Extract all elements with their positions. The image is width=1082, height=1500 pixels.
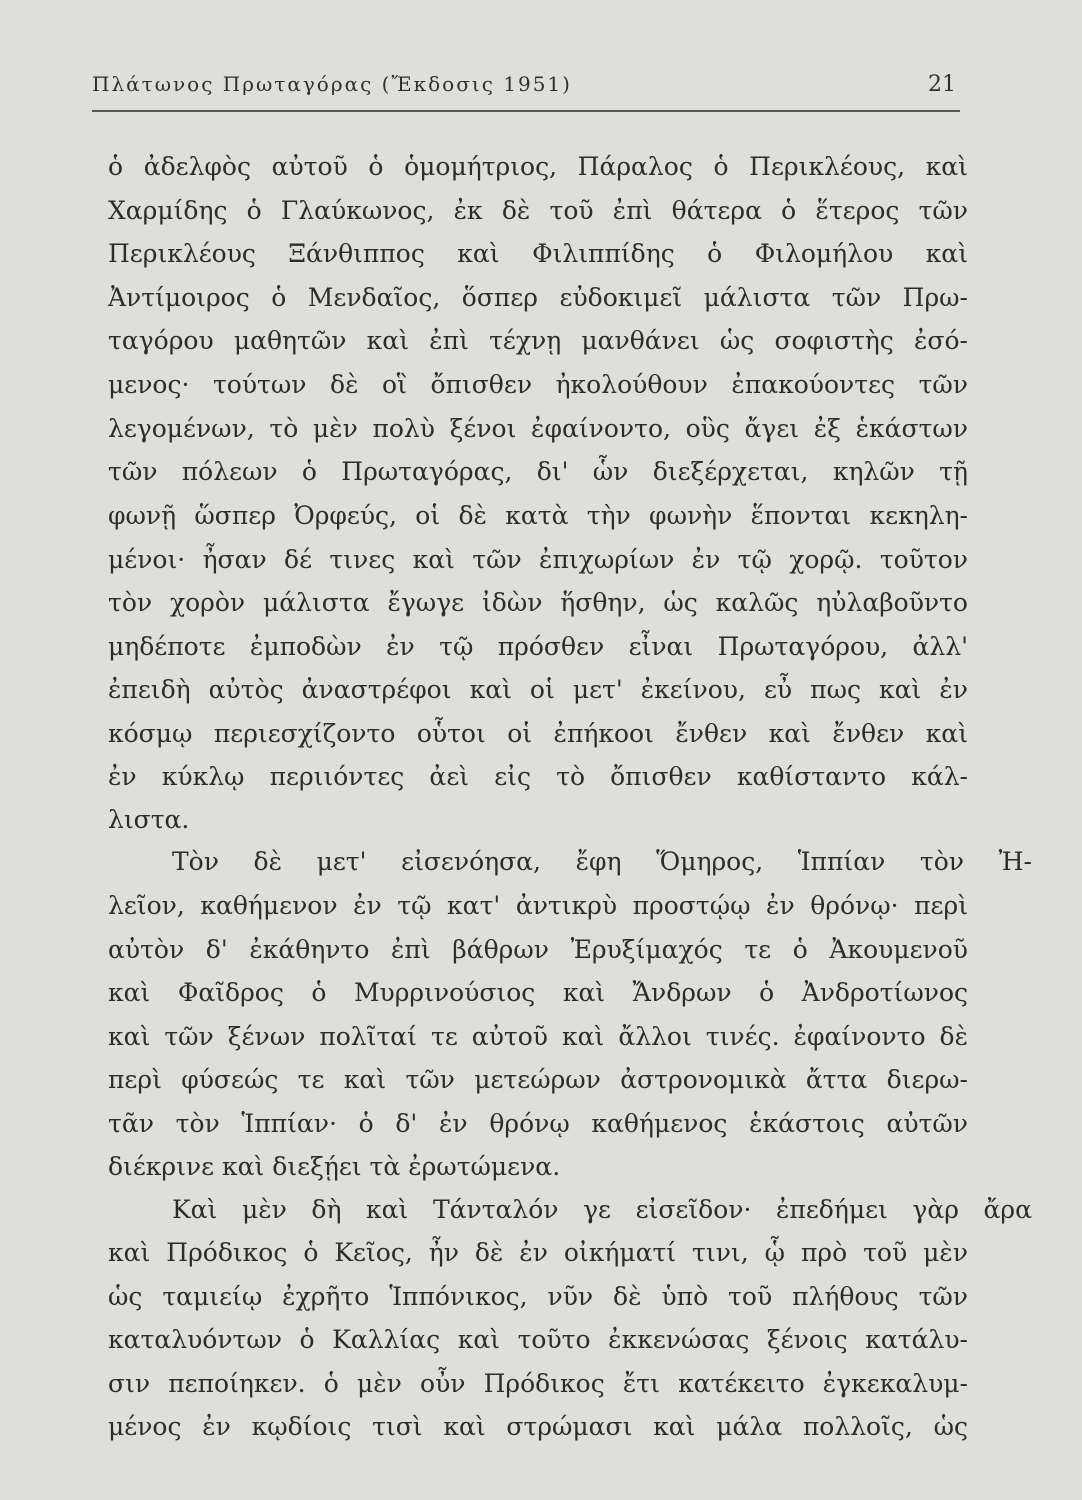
text-line: ὁ ἀδελφὸς αὐτοῦ ὁ ὁμομήτριος, Πάραλος ὁ Περικλέους, καὶ xyxy=(108,152,968,181)
text-line: λεῖον, καθήμενον ἐν τῷ κατ' ἀντικρὺ προστῴῳ ἐν θρόνῳ· περὶ xyxy=(108,891,968,920)
text-line: ταγόρου μαθητῶν καὶ ἐπὶ τέχνῃ μανθάνει ὡς σοφιστὴς ἐσό- xyxy=(108,326,968,355)
text-line: Περικλέους Ξάνθιππος καὶ Φιλιππίδης ὁ Φιλομήλου καὶ xyxy=(108,239,968,268)
text-line: μηδέποτε ἐμποδὼν ἐν τῷ πρόσθεν εἶναι Πρωταγόρου, ἀλλ' xyxy=(108,632,968,661)
text-line: καὶ Πρόδικος ὁ Κεῖος, ἦν δὲ ἐν οἰκήματί τινι, ᾧ πρὸ τοῦ μὲν xyxy=(108,1238,968,1267)
text-line: τῶν πόλεων ὁ Πρωταγόρας, δι' ὧν διεξέρχεται, κηλῶν τῇ xyxy=(108,457,968,486)
text-line: καὶ τῶν ξένων πολῖταί τε αὐτοῦ καὶ ἄλλοι τινές. ἐφαίνοντο δὲ xyxy=(108,1022,968,1051)
text-line: μενος· τούτων δὲ οἳ ὄπισθεν ἠκολούθουν ἐπακούοντες τῶν xyxy=(108,370,968,399)
text-line: λιστα. xyxy=(108,805,190,834)
text-line: λεγομένων, τὸ μὲν πολὺ ξένοι ἐφαίνοντο, οὓς ἄγει ἐξ ἑκάστων xyxy=(108,414,968,443)
text-line: κόσμῳ περιεσχίζοντο οὗτοι οἱ ἐπήκοοι ἔνθεν καὶ ἔνθεν καὶ xyxy=(108,719,968,748)
page-number: 21 xyxy=(928,72,956,97)
paragraph-first-line: Τὸν δὲ μετ' εἰσενόησα, ἔφη Ὅμηρος, Ἱππίαν τὸν Ἠ- xyxy=(172,847,1032,876)
text-line: ἐν κύκλῳ περιιόντες ἀεὶ εἰς τὸ ὄπισθεν καθίσταντο κάλ- xyxy=(108,762,968,791)
text-line: σιν πεποίηκεν. ὁ μὲν οὖν Πρόδικος ἔτι κατέκειτο ἐγκεκαλυμ- xyxy=(108,1369,968,1398)
text-line: τᾶν τὸν Ἱππίαν· ὁ δ' ἐν θρόνῳ καθήμενος ἑκάστοις αὐτῶν xyxy=(108,1109,968,1138)
text-line: φωνῇ ὥσπερ Ὀρφεύς, οἱ δὲ κατὰ τὴν φωνὴν ἕπονται κεκηλη- xyxy=(108,501,968,530)
text-line: ὡς ταμιείῳ ἐχρῆτο Ἱππόνικος, νῦν δὲ ὑπὸ τοῦ πλήθους τῶν xyxy=(108,1282,968,1311)
text-line: καταλυόντων ὁ Καλλίας καὶ τοῦτο ἐκκενώσας ξένοις κατάλυ- xyxy=(108,1325,968,1354)
text-line: διέκρινε καὶ διεξῄει τὰ ἐρωτώμενα. xyxy=(108,1152,561,1181)
text-line: Χαρμίδης ὁ Γλαύκωνος, ἐκ δὲ τοῦ ἐπὶ θάτερα ὁ ἕτερος τῶν xyxy=(108,196,968,225)
text-line: τὸν χορὸν μάλιστα ἔγωγε ἰδὼν ἥσθην, ὡς καλῶς ηὐλαβοῦντο xyxy=(108,588,968,617)
text-line: μένος ἐν κῳδίοις τισὶ καὶ στρώμασι καὶ μάλα πολλοῖς, ὡς xyxy=(108,1412,968,1441)
paragraph-first-line: Καὶ μὲν δὴ καὶ Τάνταλόν γε εἰσεῖδον· ἐπεδήμει γὰρ ἄρα xyxy=(172,1195,1032,1224)
text-line: Ἀντίμοιρος ὁ Μενδαῖος, ὅσπερ εὐδοκιμεῖ μάλιστα τῶν Πρω- xyxy=(108,283,968,312)
text-line: μένοι· ἦσαν δέ τινες καὶ τῶν ἐπιχωρίων ἐν τῷ χορῷ. τοῦτον xyxy=(108,545,968,574)
text-line: αὐτὸν δ' ἐκάθηντο ἐπὶ βάθρων Ἐρυξίμαχός τε ὁ Ἀκουμενοῦ xyxy=(108,935,968,964)
header-rule xyxy=(92,110,960,112)
text-line: ἐπειδὴ αὐτὸς ἀναστρέφοι καὶ οἱ μετ' ἐκείνου, εὖ πως καὶ ἐν xyxy=(108,675,968,704)
text-line: καὶ Φαῖδρος ὁ Μυρρινούσιος καὶ Ἄνδρων ὁ Ἀνδροτίωνος xyxy=(108,978,968,1007)
running-title: Πλάτωνος Πρωταγόρας (Ἔκδοσις 1951) xyxy=(92,72,572,96)
text-line: περὶ φύσεώς τε καὶ τῶν μετεώρων ἀστρονομικὰ ἄττα διερω- xyxy=(108,1065,968,1094)
